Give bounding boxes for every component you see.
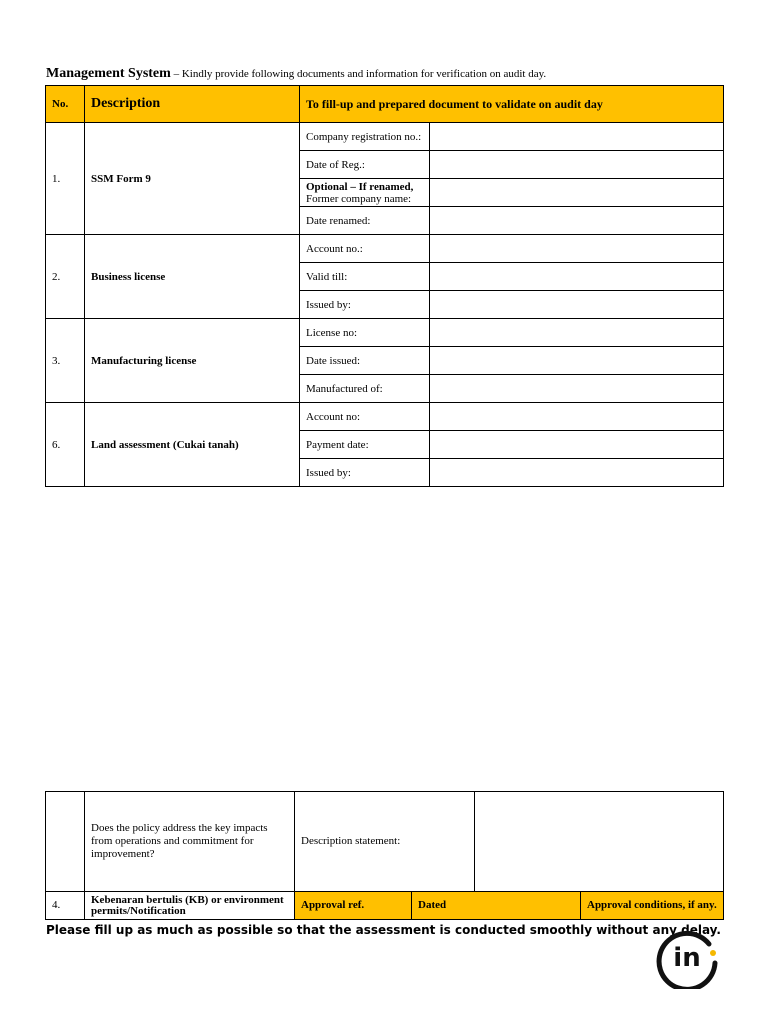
- field-label: Date renamed:: [300, 207, 430, 235]
- policy-question: Does the policy address the key impacts from operations and commitment for improvement?: [85, 792, 295, 892]
- footer-note: Please fill up as much as possible so that the assessment is conducted smoothly without any delay.: [46, 923, 721, 937]
- field-value-input[interactable]: [430, 403, 724, 431]
- table-row: [46, 403, 724, 431]
- field-label: Valid till:: [300, 263, 430, 291]
- table-row: [46, 892, 724, 920]
- field-value-input[interactable]: [430, 375, 724, 403]
- field-value-input[interactable]: [430, 459, 724, 487]
- table-row: [46, 235, 724, 263]
- col-header-fill: To fill-up and prepared document to validate on audit day: [300, 86, 724, 123]
- field-value-input[interactable]: [430, 123, 724, 151]
- field-value-input[interactable]: [430, 431, 724, 459]
- row-number: 6.: [46, 403, 85, 487]
- col-header-description: Description: [85, 86, 300, 123]
- intertek-in-logo-icon: [656, 925, 720, 989]
- row-description: Land assessment (Cukai tanah): [85, 403, 300, 487]
- row-number: [46, 792, 85, 892]
- table-header-row: [46, 86, 724, 123]
- field-label: Account no.:: [300, 235, 430, 263]
- field-value-input[interactable]: [430, 235, 724, 263]
- page-heading: [46, 66, 546, 82]
- row-number: 2.: [46, 235, 85, 319]
- description-statement-input[interactable]: [475, 792, 724, 892]
- field-value-input[interactable]: [430, 291, 724, 319]
- field-label: [300, 179, 430, 207]
- field-label: Account no:: [300, 403, 430, 431]
- field-label: Date of Reg.:: [300, 151, 430, 179]
- field-value-input[interactable]: [430, 263, 724, 291]
- logo-dot: [710, 950, 716, 956]
- approval-ref-header: Approval ref.: [295, 892, 412, 920]
- field-value-input[interactable]: [430, 179, 724, 207]
- heading-subtitle: – Kindly provide following documents and information for verification on audit day.: [173, 68, 547, 80]
- row-description: SSM Form 9: [85, 123, 300, 235]
- field-label: Company registration no.:: [300, 123, 430, 151]
- row-number: 4.: [46, 892, 85, 920]
- table-row: [46, 319, 724, 347]
- row-description: Kebenaran bertulis (KB) or environment permits/Notification: [85, 892, 295, 920]
- col-header-no: No.: [46, 86, 85, 123]
- table-row: [46, 792, 724, 892]
- row-description: Manufacturing license: [85, 319, 300, 403]
- approval-conditions-header: Approval conditions, if any.: [581, 892, 724, 920]
- field-label: Description statement:: [295, 792, 475, 892]
- table-row: [46, 123, 724, 151]
- field-value-input[interactable]: [430, 151, 724, 179]
- policy-permits-table: [45, 791, 724, 920]
- field-label: Issued by:: [300, 291, 430, 319]
- logo-text: in: [673, 943, 701, 973]
- field-label: Date issued:: [300, 347, 430, 375]
- field-value-input[interactable]: [430, 347, 724, 375]
- row-number: 3.: [46, 319, 85, 403]
- field-value-input[interactable]: [430, 319, 724, 347]
- field-label: Manufactured of:: [300, 375, 430, 403]
- row-description: Business license: [85, 235, 300, 319]
- dated-header: Dated: [412, 892, 581, 920]
- field-label-text: Former company name:: [306, 192, 412, 205]
- optional-note: Optional – If renamed,: [306, 180, 414, 193]
- row-number: 1.: [46, 123, 85, 235]
- field-value-input[interactable]: [430, 207, 724, 235]
- field-label: Payment date:: [300, 431, 430, 459]
- heading-title: Management System: [46, 66, 171, 81]
- field-label: Issued by:: [300, 459, 430, 487]
- field-label: License no:: [300, 319, 430, 347]
- document-checklist-table: [45, 85, 724, 487]
